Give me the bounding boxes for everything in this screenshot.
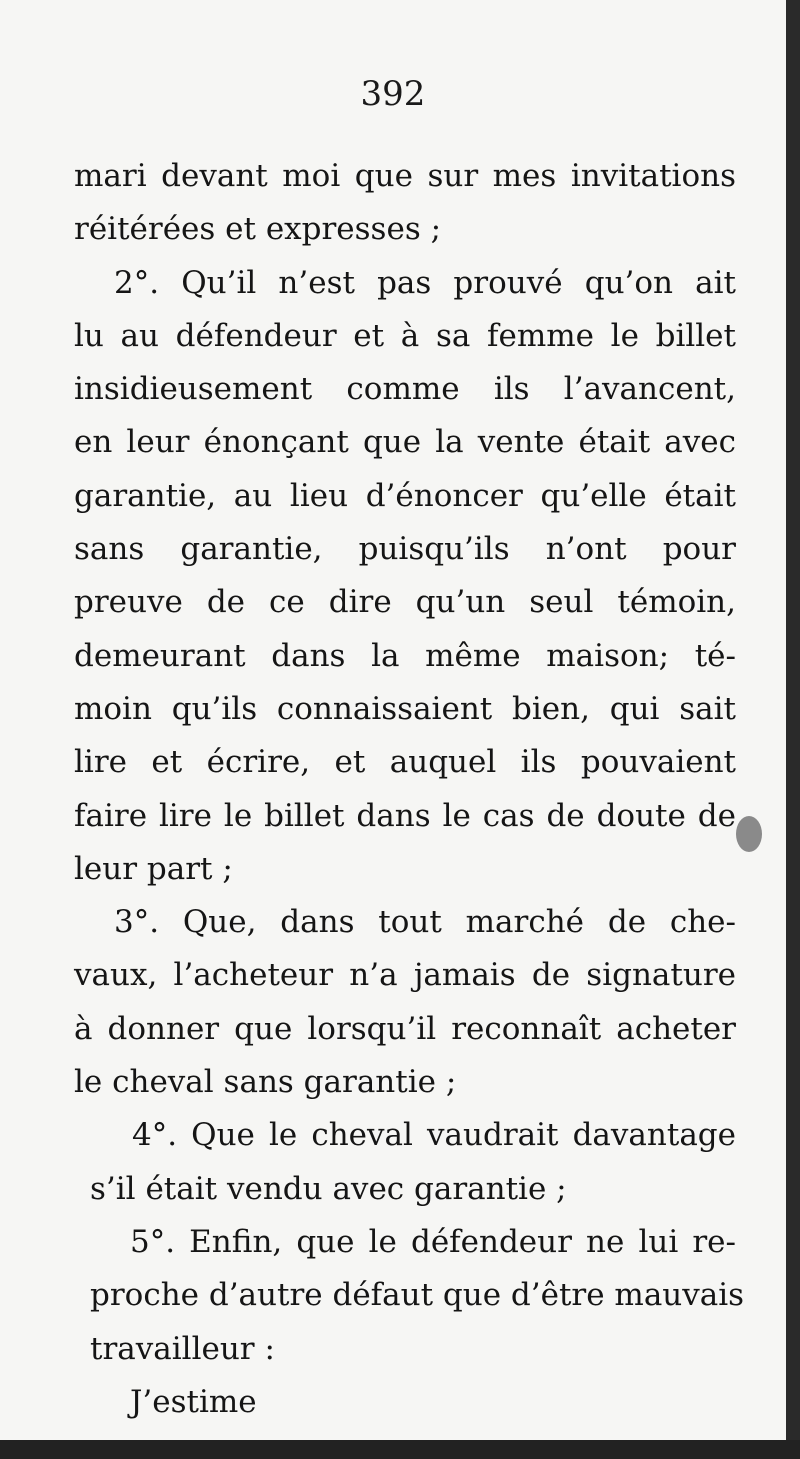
text-line: insidieusement comme ils l’avancent, — [74, 371, 736, 408]
ink-spot — [736, 816, 762, 852]
text-line: 3°. Que, dans tout marché de che- — [114, 904, 736, 941]
text-line: travailleur : — [90, 1330, 275, 1367]
page-number: 392 — [360, 74, 426, 114]
text-line: garantie, au lieu d’énoncer qu’elle était — [74, 477, 736, 514]
text-line: moin qu’ils connaissaient bien, qui sait — [74, 690, 736, 727]
text-line: lire et écrire, et auquel ils pouvaient — [74, 744, 736, 781]
scan-edge-bottom — [0, 1440, 800, 1459]
text-line: 5°. Enfin, que le défendeur ne lui re- — [130, 1223, 736, 1260]
text-line: en leur énonçant que la vente était avec — [74, 424, 736, 461]
text-line: à donner que lorsqu’il reconnaît acheter — [74, 1010, 736, 1047]
text-line: mari devant moi que sur mes invitations — [74, 158, 736, 194]
text-line: proche d’autre défaut que d’être mauvais — [90, 1277, 745, 1314]
text-line: 4°. Que le cheval vaudrait davantage — [132, 1117, 736, 1154]
text-line: réitérées et expresses ; — [74, 211, 442, 248]
text-line: s’il était vendu avec garantie ; — [90, 1170, 567, 1207]
text-line: leur part ; — [74, 850, 233, 887]
text-line: sans garantie, puisqu’ils n’ont pour — [74, 531, 736, 568]
body-text — [74, 150, 745, 1429]
text-line: J’estime — [130, 1383, 257, 1420]
text-line: 2°. Qu’il n’est pas prouvé qu’on ait — [114, 264, 736, 301]
text-line: lu au défendeur et à sa femme le billet — [74, 317, 736, 354]
text-line: vaux, l’acheteur n’a jamais de signature — [74, 957, 736, 994]
scan-edge-right — [786, 0, 800, 1459]
text-line: preuve de ce dire qu’un seul témoin, — [74, 584, 736, 621]
text-line: le cheval sans garantie ; — [74, 1064, 457, 1101]
text-line: faire lire le billet dans le cas de doute de — [74, 797, 736, 834]
text-line: demeurant dans la même maison; té- — [74, 637, 736, 674]
